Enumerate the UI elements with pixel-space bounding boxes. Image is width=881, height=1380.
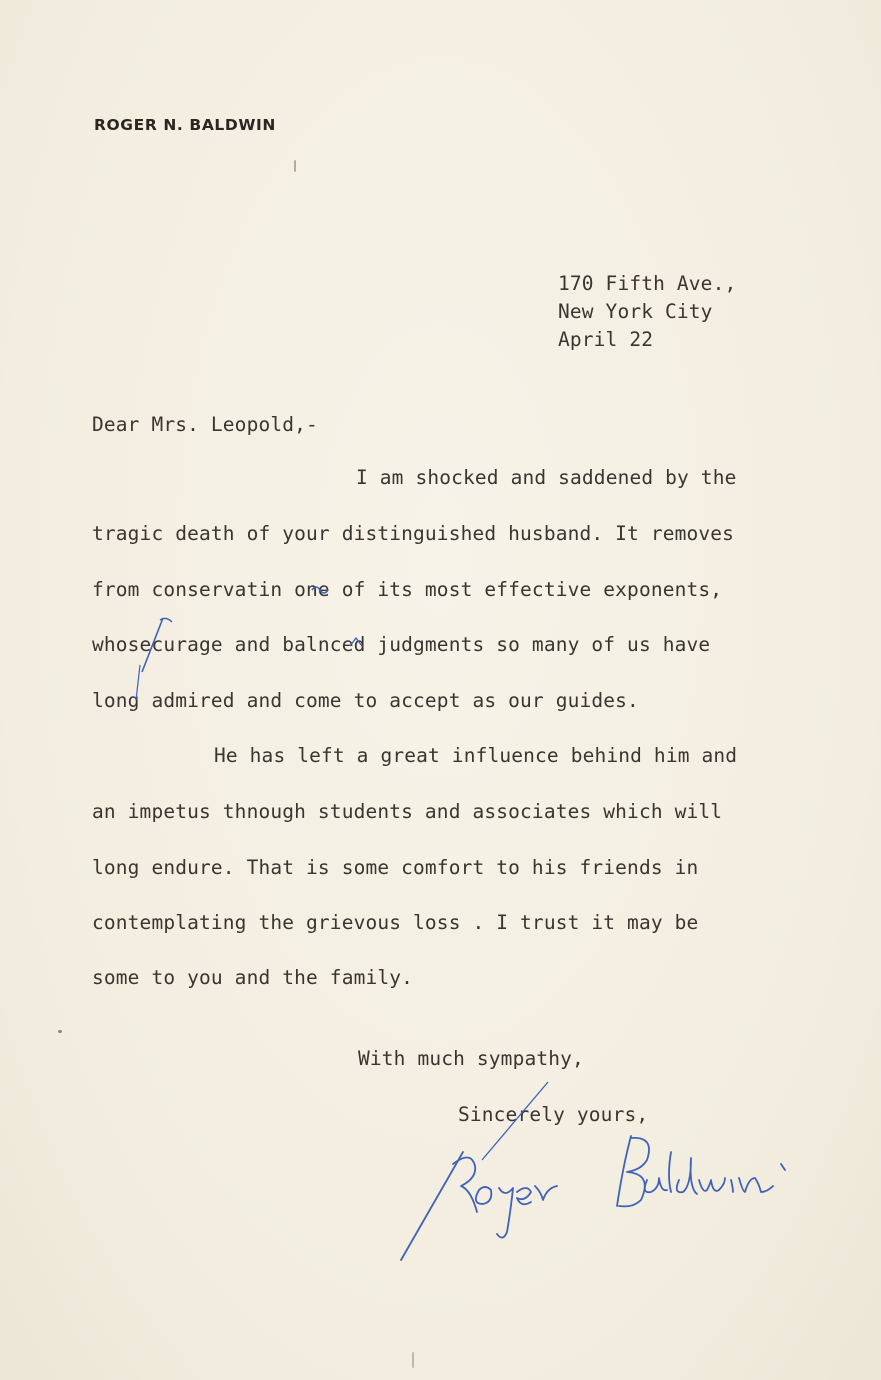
address-city: New York City <box>558 300 713 323</box>
pen-correction-mark <box>160 618 172 622</box>
salutation: Dear Mrs. Leopold,- <box>92 413 318 436</box>
body-line: an impetus thnough students and associates which will <box>92 800 723 823</box>
closing-sincerely: Sincerely yours, <box>458 1103 649 1126</box>
body-line: contemplating the grievous loss . I trust it may be <box>92 911 699 934</box>
body-line: from conservatin one of its most effective exponents, <box>92 578 723 601</box>
body-line: tragic death of your distinguished husband. It removes <box>92 522 735 545</box>
letter-date: April 22 <box>558 328 654 351</box>
body-line: long endure. That is some comfort to his friends in <box>92 856 699 879</box>
body-line: some to you and the family. <box>92 966 414 989</box>
paper-mark <box>412 1352 414 1368</box>
letterhead-name: ROGER N. BALDWIN <box>94 116 276 134</box>
body-line: I am shocked and saddened by the <box>356 466 737 489</box>
paper-mark <box>294 160 296 172</box>
body-line: He has left a great influence behind him and <box>214 744 738 767</box>
address-street: 170 Fifth Ave., <box>558 272 737 295</box>
handwritten-signature <box>395 1080 805 1280</box>
closing-sympathy: With much sympathy, <box>358 1047 584 1070</box>
body-line: long admired and come to accept as our guides. <box>92 689 639 712</box>
paper-mark <box>58 1030 62 1033</box>
body-line: whosecurage and balnced judgments so many of us have <box>92 633 711 656</box>
